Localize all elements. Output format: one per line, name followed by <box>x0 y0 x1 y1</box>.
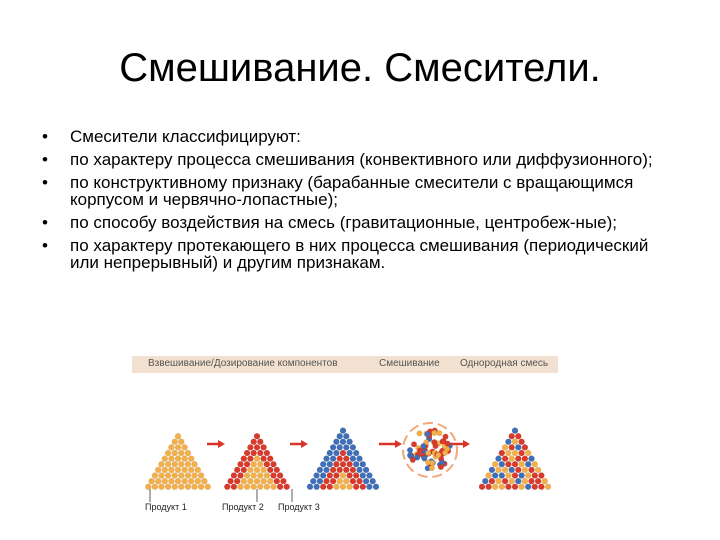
slide-title: Смешивание. Смесители. <box>119 46 601 90</box>
mixing-particle <box>425 431 431 437</box>
mixing-process-figure <box>132 352 562 527</box>
stage-dosing-label: Взвешивание/Дозирование компонентов <box>148 358 338 369</box>
arrow-icon-head <box>301 440 308 448</box>
mixing-diagram <box>132 352 562 527</box>
product-3-label: Продукт 3 <box>278 502 320 512</box>
product-1-label: Продукт 1 <box>145 502 187 512</box>
mixing-particle <box>433 443 439 449</box>
product-2-label: Продукт 2 <box>222 502 264 512</box>
bullet-item: • по характеру процесса смешивания (конвективного или диффузионного); <box>40 151 680 168</box>
pile-product-3 <box>307 428 379 490</box>
arrow-icon-head <box>463 440 470 448</box>
mixing-particle <box>421 443 427 449</box>
mixing-particle <box>426 450 432 456</box>
stage-uniform-label: Однородная смесь <box>460 358 549 369</box>
mixing-particle <box>442 450 448 456</box>
mixing-particle <box>443 434 449 440</box>
pile-uniform-mix <box>479 428 551 490</box>
arrow-icon-head <box>395 440 402 448</box>
mixing-particle <box>445 441 451 447</box>
bullet-item: • по способу воздействия на смесь (гравитационные, центробеж-ные); <box>40 214 680 231</box>
pile-product-1 <box>145 433 210 490</box>
bullet-item: • по характеру протекающего в них процесса смешивания (периодический или непрерывный) и другим признакам. <box>40 237 680 271</box>
mixing-particle <box>410 457 416 463</box>
mixing-particle <box>438 464 444 470</box>
bullet-item: • Смесители классифицируют: <box>40 128 680 145</box>
mixing-particle <box>436 452 442 458</box>
bullet-list <box>40 128 680 277</box>
arrow-icon-head <box>218 440 225 448</box>
bullet-item: • по конструктивному признаку (барабанные смесители с вращающимся корпусом и червячно-лопастные); <box>40 174 680 208</box>
pile-product-2 <box>224 433 289 490</box>
stage-mixing-label: Смешивание <box>379 358 440 369</box>
mixing-particle <box>432 430 438 436</box>
mixing-particle <box>425 460 431 466</box>
mixing-particle <box>407 447 413 453</box>
mixing-particle <box>417 431 423 437</box>
